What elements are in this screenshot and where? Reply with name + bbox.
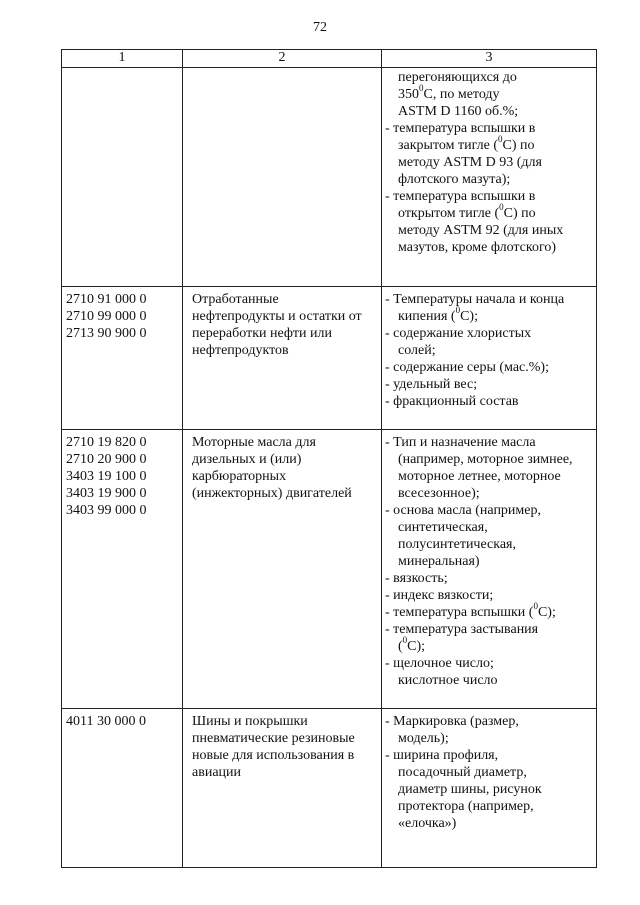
product-name-line: Отработанные <box>192 292 279 307</box>
characteristic-item: - фракционный состав <box>385 393 594 410</box>
name-cell <box>183 287 382 430</box>
text-part: С) по <box>503 206 536 221</box>
characteristic-item: - содержание хлористых <box>385 325 594 342</box>
product-name-line: Моторные масла для <box>192 435 316 450</box>
text-part: температура вспышки ( <box>393 605 534 620</box>
characteristic-item: - температура вспышки в <box>385 120 594 137</box>
characteristic-continuation: модель); <box>398 731 449 746</box>
text-part: кипения ( <box>398 309 456 324</box>
table-row <box>62 68 597 287</box>
table-header-row <box>62 50 597 68</box>
product-code: 2713 90 900 0 <box>66 326 147 341</box>
table-row <box>62 287 597 430</box>
characteristic-continuation: моторное летнее, моторное <box>398 469 561 484</box>
product-name-line: карбюраторных <box>192 469 287 484</box>
characteristics-cell <box>382 709 597 868</box>
product-name-line: пневматические резиновые <box>192 731 355 746</box>
product-name-line: нефтепродуктов <box>192 343 289 358</box>
characteristic-continuation: полусинтетическая, <box>398 537 516 552</box>
characteristic-item: - щелочное число; <box>385 655 594 672</box>
text-part: С) по <box>502 138 535 153</box>
text-part: 350 <box>398 87 419 102</box>
characteristic-continuation: перегоняющихся до <box>398 70 517 85</box>
characteristic-continuation: синтетическая, <box>398 520 488 535</box>
product-code: 3403 19 900 0 <box>66 486 147 501</box>
text-part: С); <box>460 309 478 324</box>
characteristic-continuation <box>385 635 594 655</box>
characteristic-continuation: всесезонное); <box>398 486 480 501</box>
code-cell <box>62 430 183 709</box>
goods-characteristics-table <box>61 49 597 868</box>
characteristic-item: - Тип и назначение масла <box>385 434 594 451</box>
product-name-line: дизельных и (или) <box>192 452 302 467</box>
characteristic-continuation: минеральная) <box>398 554 480 569</box>
characteristic-item: - температура вспышки в <box>385 188 594 205</box>
characteristic-item: - Температуры начала и конца <box>385 291 594 308</box>
characteristic-item: - удельный вес; <box>385 376 594 393</box>
text-part: ( <box>398 639 403 654</box>
superscript: 0 <box>497 134 503 145</box>
product-name-line: новые для использования в <box>192 748 355 763</box>
product-name-line: Шины и покрышки <box>192 714 308 729</box>
column-header-1: 1 <box>62 50 183 68</box>
characteristic-continuation: методу ASTM 92 (для иных <box>398 223 564 238</box>
text-part: С); <box>537 605 556 620</box>
characteristics-cell <box>382 68 597 287</box>
characteristic-item: - основа масла (например, <box>385 502 594 519</box>
product-name-line: (инжекторных) двигателей <box>192 486 352 501</box>
table-row <box>62 709 597 868</box>
characteristic-continuation: диаметр шины, рисунок <box>398 782 542 797</box>
characteristics-cell <box>382 430 597 709</box>
product-code: 4011 30 000 0 <box>66 714 146 729</box>
name-cell <box>183 709 382 868</box>
characteristic-continuation: методу ASTM D 93 (для <box>398 155 542 170</box>
product-name-line: переработки нефти или <box>192 326 333 341</box>
characteristic-item: - температура застывания <box>385 621 594 638</box>
page-number: 72 <box>313 20 327 35</box>
characteristic-continuation: солей; <box>398 343 436 358</box>
characteristic-continuation: «елочка») <box>398 816 457 831</box>
characteristic-item: - индекс вязкости; <box>385 587 594 604</box>
product-code: 2710 91 000 0 <box>66 292 147 307</box>
product-code: 2710 19 820 0 <box>66 435 147 450</box>
code-cell <box>62 287 183 430</box>
characteristic-item <box>385 601 594 621</box>
superscript: 0 <box>402 635 408 646</box>
characteristic-item: - ширина профиля, <box>385 747 594 764</box>
characteristic-continuation: мазутов, кроме флотского) <box>398 240 557 255</box>
table-row <box>62 430 597 709</box>
superscript: 0 <box>533 601 538 612</box>
characteristic-continuation: ASTM D 1160 об.%; <box>398 104 519 119</box>
product-code: 2710 20 900 0 <box>66 452 147 467</box>
characteristic-continuation: флотского мазута); <box>398 172 511 187</box>
characteristic-continuation <box>385 134 594 154</box>
name-cell <box>183 68 382 287</box>
column-header-3: 3 <box>382 50 597 68</box>
characteristics-cell <box>382 287 597 430</box>
code-cell <box>62 68 183 287</box>
text-part: закрытом тигле ( <box>398 138 498 153</box>
code-cell <box>62 709 183 868</box>
name-cell <box>183 430 382 709</box>
superscript: 0 <box>455 305 461 316</box>
characteristic-continuation <box>385 305 594 325</box>
characteristic-continuation: кислотное число <box>398 673 498 688</box>
column-header-2: 2 <box>183 50 382 68</box>
text-part: С, по методу <box>423 87 500 102</box>
characteristic-item: - содержание серы (мас.%); <box>385 359 594 376</box>
product-name-line: нефтепродукты и остатки от <box>192 309 362 324</box>
superscript: 0 <box>419 83 424 94</box>
characteristic-continuation <box>385 202 594 222</box>
characteristic-continuation: протектора (например, <box>398 799 534 814</box>
characteristic-item: - вязкость; <box>385 570 594 587</box>
product-code: 2710 99 000 0 <box>66 309 147 324</box>
characteristic-continuation: посадочный диаметр, <box>398 765 527 780</box>
text-part: открытом тигле ( <box>398 206 500 221</box>
text-part: С); <box>407 639 426 654</box>
characteristic-continuation: (например, моторное зимнее, <box>398 452 573 467</box>
product-name-line: авиации <box>192 765 242 780</box>
product-code: 3403 99 000 0 <box>66 503 147 518</box>
superscript: 0 <box>499 202 504 213</box>
characteristic-continuation <box>385 83 594 103</box>
product-code: 3403 19 100 0 <box>66 469 147 484</box>
characteristic-item: - Маркировка (размер, <box>385 713 594 730</box>
